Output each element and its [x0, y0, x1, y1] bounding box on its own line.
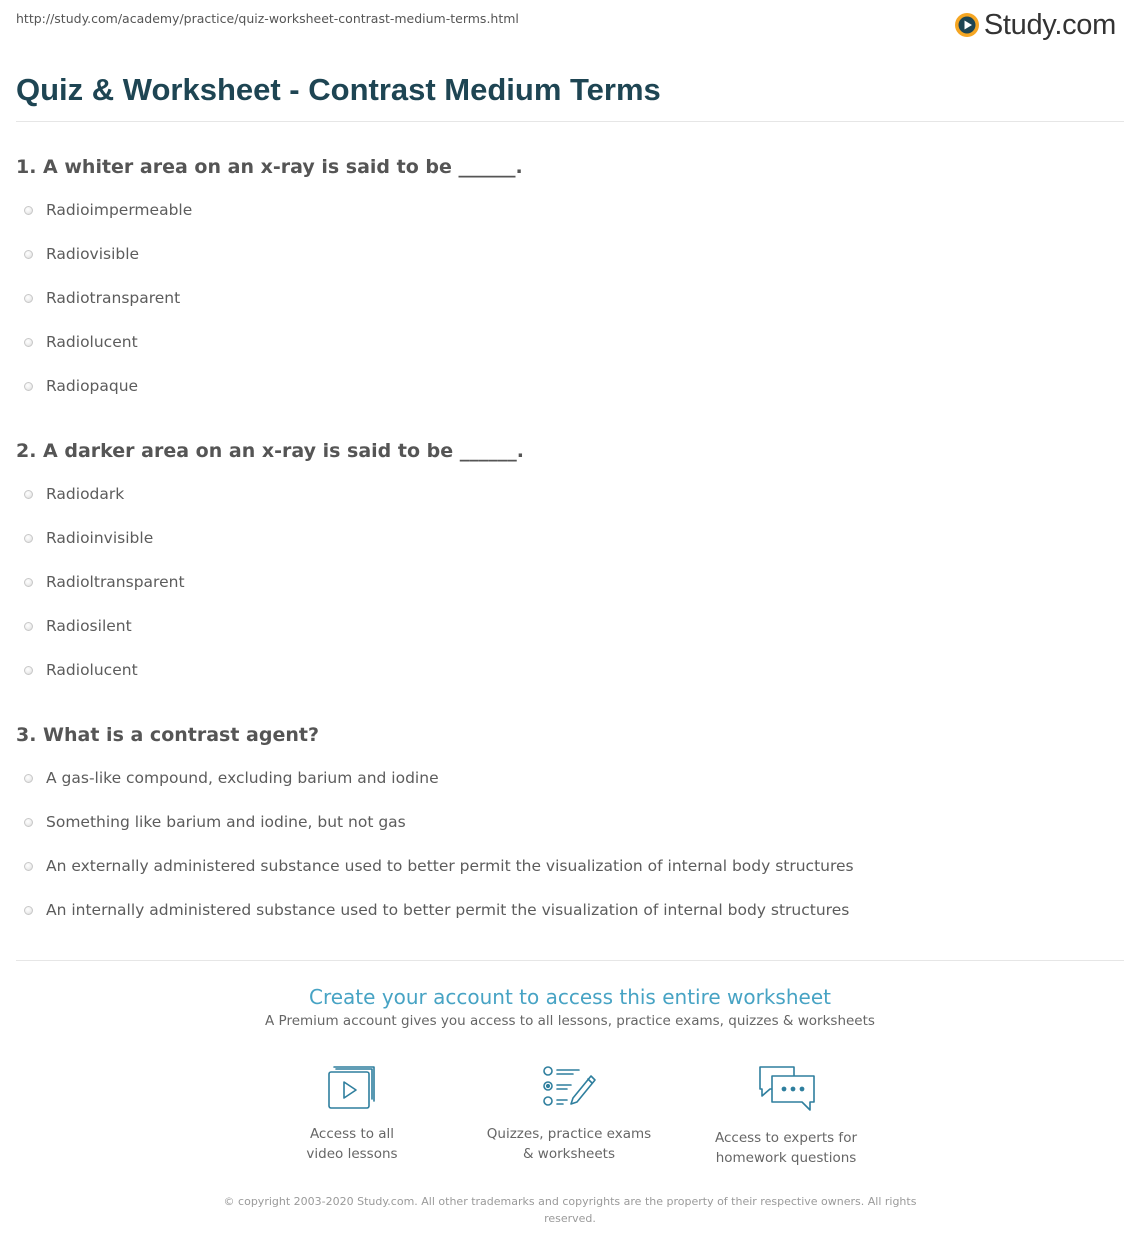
radio-button[interactable] — [24, 338, 33, 347]
option-label: Radiolucent — [46, 661, 138, 679]
answer-option[interactable] — [24, 811, 406, 833]
copyright-text: © copyright 2003-2020 Study.com. All other trademarks and copyrights are the property of their respective owners. All rights reserved. — [223, 1195, 917, 1225]
option-label: Radioltransparent — [46, 573, 185, 591]
answer-option[interactable] — [24, 483, 124, 505]
feature-label: Access to all video lessons — [306, 1126, 398, 1162]
page-title: Quiz & Worksheet - Contrast Medium Terms — [16, 72, 661, 107]
radio-button[interactable] — [24, 818, 33, 827]
feature-quizzes — [474, 1064, 664, 1164]
answer-option[interactable] — [24, 767, 439, 789]
radio-button[interactable] — [24, 294, 33, 303]
chat-bubbles-icon — [691, 1064, 881, 1114]
radio-button[interactable] — [24, 622, 33, 631]
feature-video-lessons — [257, 1064, 447, 1164]
question-1: 1. A whiter area on an x-ray is said to be ______. — [16, 156, 523, 178]
option-label: Radiovisible — [46, 245, 140, 263]
question-2: 2. A darker area on an x-ray is said to be ______. — [16, 440, 524, 462]
feature-label: Quizzes, practice exams & worksheets — [486, 1126, 652, 1162]
question-3: 3. What is a contrast agent? — [16, 724, 319, 746]
radio-button[interactable] — [24, 666, 33, 675]
quiz-checklist-icon — [474, 1064, 664, 1110]
option-label: A gas-like compound, excluding barium and iodine — [46, 769, 439, 787]
radio-button[interactable] — [24, 490, 33, 499]
answer-option[interactable] — [24, 375, 138, 397]
answer-option[interactable] — [24, 199, 192, 221]
option-label: Radiosilent — [46, 617, 132, 635]
option-label: Radiotransparent — [46, 289, 181, 307]
cta-divider — [16, 960, 1124, 961]
option-label: An internally administered substance used to better permit the visualization of internal body structures — [46, 901, 850, 919]
feature-experts — [691, 1064, 881, 1168]
feature-label: Access to experts for homework questions — [714, 1130, 857, 1166]
radio-button[interactable] — [24, 906, 33, 915]
answer-option[interactable] — [24, 243, 139, 265]
answer-option[interactable] — [24, 331, 138, 353]
option-label: Radiolucent — [46, 333, 138, 351]
answer-option[interactable] — [24, 899, 849, 921]
radio-button[interactable] — [24, 206, 33, 215]
page-header — [0, 0, 1140, 50]
radio-button[interactable] — [24, 382, 33, 391]
answer-option[interactable] — [24, 855, 854, 877]
logo-text: Study.com — [983, 8, 1116, 41]
radio-button[interactable] — [24, 534, 33, 543]
video-lessons-icon — [257, 1064, 447, 1110]
title-divider — [16, 121, 1124, 122]
radio-button[interactable] — [24, 250, 33, 259]
answer-option[interactable] — [24, 615, 132, 637]
option-label: Radiodark — [46, 485, 125, 503]
option-label: Radiopaque — [46, 377, 139, 395]
answer-option[interactable] — [24, 527, 153, 549]
answer-option[interactable] — [24, 571, 185, 593]
radio-button[interactable] — [24, 578, 33, 587]
radio-button[interactable] — [24, 862, 33, 871]
option-label: An externally administered substance used to better permit the visualization of internal body structures — [46, 857, 854, 875]
option-label: Radioinvisible — [46, 529, 154, 547]
answer-option[interactable] — [24, 659, 138, 681]
option-label: Something like barium and iodine, but not gas — [46, 813, 406, 831]
answer-option[interactable] — [24, 287, 180, 309]
option-label: Radioimpermeable — [46, 201, 193, 219]
cta-subtitle: A Premium account gives you access to all lessons, practice exams, quizzes & worksheets — [265, 1013, 875, 1029]
study-logo[interactable] — [954, 8, 1116, 42]
radio-button[interactable] — [24, 774, 33, 783]
play-circle-icon — [954, 12, 980, 38]
create-account-link[interactable]: Create your account to access this entire worksheet — [309, 985, 831, 1009]
page-url[interactable]: http://study.com/academy/practice/quiz-worksheet-contrast-medium-terms.html — [16, 11, 519, 26]
